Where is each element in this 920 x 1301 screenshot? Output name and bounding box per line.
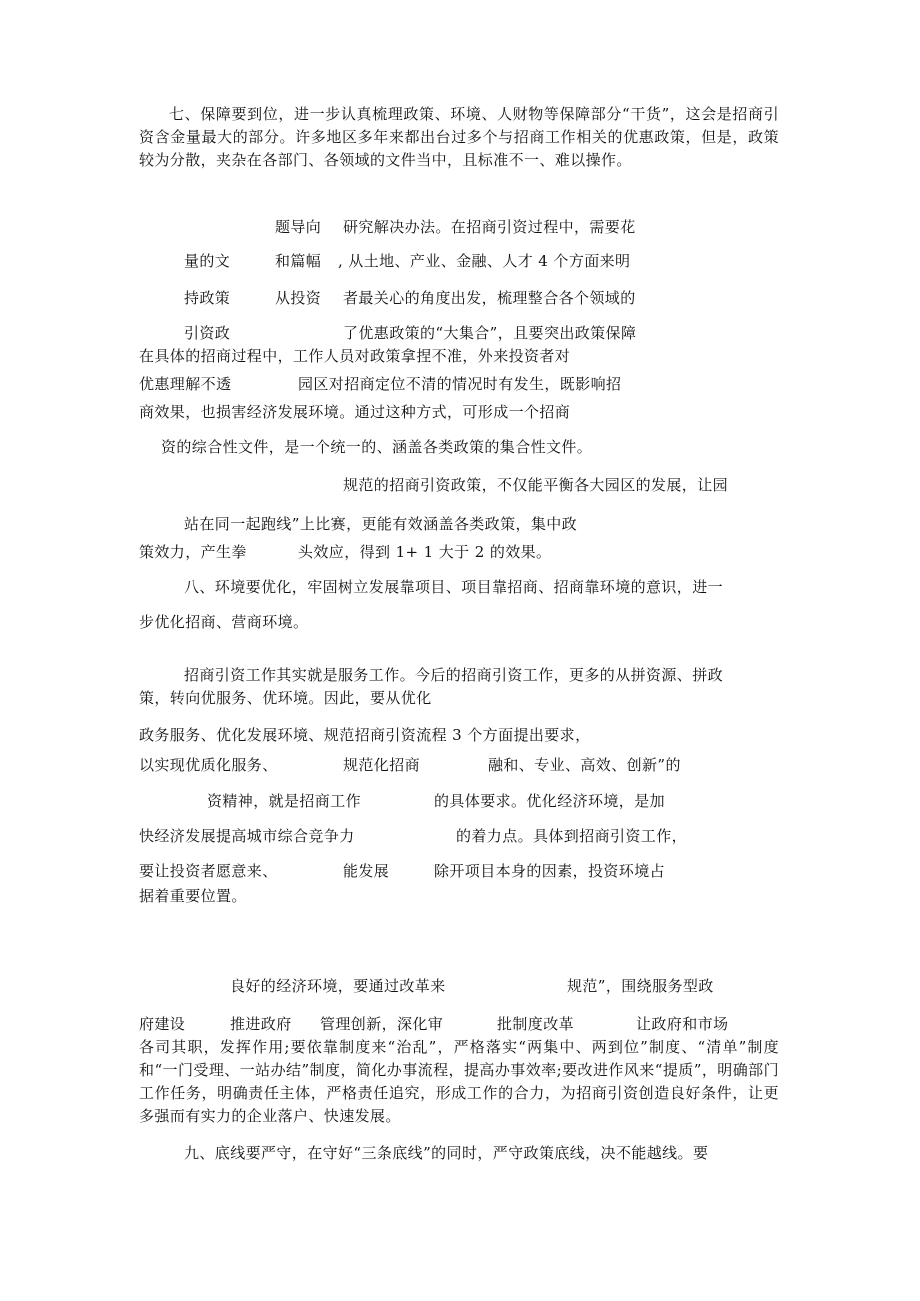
text-fragment: 据着重要位置。 — [139, 887, 247, 905]
section-9-heading-line: 九、底线要严守，在守好“三条底线”的同时，严守政策底线，决不能越线。要 — [184, 1144, 709, 1162]
text-fragment: , 从土地、产业、金融、人才 4 个方面来明 — [338, 252, 631, 270]
text-fragment: 者最关心的角度出发，梳理整合各个领域的 — [343, 289, 636, 307]
text-fragment: 了优惠政策的“大集合”，且要突出政策保障 — [343, 324, 637, 342]
text-fragment: 让政府和市场 — [636, 1015, 729, 1033]
text-fragment: 良好的经济环境，要通过改革来 — [230, 977, 446, 995]
text-fragment: 商效果，也损害经济发展环境。通过这种方式，可形成一个招商 — [139, 403, 571, 421]
text-fragment: 府建设 — [139, 1015, 186, 1033]
text-fragment: 持政策 — [184, 289, 231, 307]
text-fragment: 规范化招商 — [343, 756, 421, 774]
text-fragment: 推进政府 — [230, 1015, 292, 1033]
text-fragment: 资的综合性文件，是一个统一的、涵盖各类政策的集合性文件。 — [161, 438, 593, 456]
text-fragment: 策效力，产生拳 — [139, 543, 247, 561]
text-fragment: 招商引资工作其实就是服务工作。今后的招商引资工作，更多的从拼资源、拼政 — [184, 666, 724, 684]
text-fragment: 融和、专业、高效、创新”的 — [488, 756, 681, 774]
paragraph-section-7: 七、保障要到位，进一步认真梳理政策、环境、人财物等保障部分“干货”，这会是招商引资含金量最大的部分。许多地区多年来都出台过多个与招商工作相关的优惠政策，但是，政策较为分散，夹杂在各部门、各领域的文件当中，且标准不一、难以操作。 — [139, 105, 779, 169]
text-fragment: 的着力点。具体到招商引资工作， — [456, 827, 688, 845]
text-fragment: 要让投资者愿意来、 — [139, 862, 278, 880]
text-fragment: 从投资 — [275, 289, 322, 307]
text-fragment: 研究解决办法。在招商引资过程中，需要花 — [343, 218, 636, 236]
text-fragment: 规范”，围绕服务型政 — [567, 977, 714, 995]
text-fragment: 管理创新，深化审 — [320, 1015, 444, 1033]
text-fragment: 站在同一起跑线”上比赛，更能有效涵盖各类政策，集中政 — [184, 515, 578, 533]
text-fragment: 园区对招商定位不清的情况时有发生，既影响招 — [298, 375, 622, 393]
text-fragment: 以实现优质化服务、 — [139, 756, 278, 774]
section-8-heading-line: 八、环境要优化，牢固树立发展靠项目、项目靠招商、招商靠环境的意识，进一 — [184, 578, 724, 596]
text-fragment: 规范的招商引资政策，不仅能平衡各大园区的发展，让园 — [343, 476, 729, 494]
text-fragment: 政务服务、优化发展环境、规范招商引资流程 3 个方面提出要求， — [139, 726, 591, 744]
text-fragment: 的具体要求。优化经济环境，是加 — [434, 792, 666, 810]
text-fragment: 除开项目本身的因素，投资环境占 — [434, 862, 666, 880]
text-fragment: 能发展 — [343, 862, 390, 880]
text-fragment: 题导向 — [275, 218, 322, 236]
text-fragment: 量的文 — [184, 252, 231, 270]
text-fragment: 头效应，得到 1+ 1 大于 2 的效果。 — [298, 543, 552, 561]
text-fragment: 策，转向优服务、优环境。因此，要从优化 — [139, 689, 432, 707]
text-fragment: 步优化招商、营商环境。 — [139, 613, 309, 631]
text-fragment: 快经济发展提高城市综合竞争力 — [139, 827, 355, 845]
paragraph-continuation: 各司其职，发挥作用;要依靠制度来“治乱”，严格落实“两集中、两到位”制度、“清单”制度和“一门受理、一站办结”制度，简化办事流程，提高办事效率;要改进作风来“提质”，明确部门工作任务，明确责任主体，严格责任追究，形成工作的合力，为招商引资创造良好条件，让更多强而有实力的企业落户、快速发展。 — [139, 1038, 779, 1125]
text-fragment: 和篇幅 — [275, 252, 322, 270]
text-fragment: 资精神，就是招商工作 — [207, 792, 362, 810]
text-fragment: 在具体的招商过程中，工作人员对政策拿捏不准，外来投资者对 — [139, 347, 571, 365]
text-fragment: 优惠理解不透 — [139, 375, 232, 393]
text-fragment: 批制度改革 — [497, 1015, 575, 1033]
text-fragment: 引资政 — [184, 324, 231, 342]
